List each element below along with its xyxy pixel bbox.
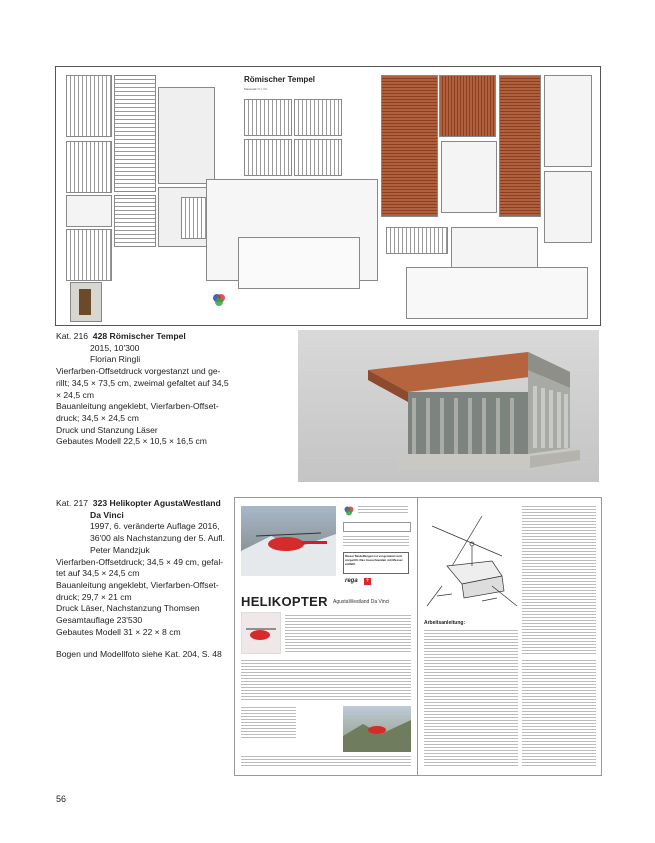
helicopter-thumbnail bbox=[241, 612, 281, 654]
entry-line: Bauanleitung angeklebt, Vierfarben-Offset- bbox=[56, 401, 219, 412]
instruction-steps-continued bbox=[522, 660, 596, 768]
kat-number: Kat. 216 bbox=[56, 331, 89, 341]
small-parts bbox=[451, 227, 538, 269]
publisher-logo bbox=[343, 504, 355, 516]
publisher-text bbox=[358, 505, 408, 515]
base-part bbox=[66, 195, 112, 227]
entry-line: druck; 29,7 × 21 cm bbox=[56, 591, 132, 602]
columns-part bbox=[114, 75, 156, 192]
publisher-logo bbox=[211, 292, 227, 308]
instruction-steps bbox=[522, 506, 596, 656]
entry-date: 36'00 als Nachstanzung der 5. Aufl. bbox=[90, 533, 225, 544]
sheet-subtitle: Massstab N = On bbox=[244, 87, 268, 91]
history-text bbox=[241, 658, 411, 702]
entry-line: Vierfarben-Offsetdruck vorgestanzt und ge- bbox=[56, 366, 221, 377]
column-strip-part bbox=[66, 229, 112, 281]
entry-line: Gesamtauflage 23'530 bbox=[56, 615, 143, 626]
model-number-box bbox=[343, 522, 411, 532]
column-strip-part bbox=[66, 141, 112, 193]
capitals-part bbox=[406, 267, 588, 319]
entry-date: 1997, 6. veränderte Auflage 2016, bbox=[90, 521, 220, 532]
helicopter-instruction-page-1 bbox=[234, 497, 419, 776]
entry-date: 2015, 10'300 bbox=[90, 342, 140, 353]
sheet-subheading: AgustaWestland Da Vinci bbox=[333, 599, 390, 605]
cornice-part bbox=[544, 171, 592, 243]
cornice-part bbox=[441, 141, 497, 213]
assembly-diagram bbox=[422, 506, 522, 614]
entry-line: × 24,5 cm bbox=[56, 389, 94, 400]
footer-text bbox=[241, 756, 411, 768]
helicopter-landscape-photo bbox=[343, 706, 411, 752]
entry-title-continued: Da Vinci bbox=[90, 509, 124, 520]
temple-model-sheet bbox=[55, 66, 601, 326]
steps-part bbox=[386, 227, 448, 254]
entry-line: rillt; 34,5 × 73,5 cm, zweimal gefaltet auf 34,5 bbox=[56, 377, 229, 388]
helicopter-instruction-page-2 bbox=[417, 497, 602, 776]
roof-tile-part bbox=[381, 75, 438, 217]
entry-author: Florian Ringli bbox=[90, 354, 141, 365]
entry-line: Druck Läser, Nachstanzung Thomsen bbox=[56, 603, 200, 614]
column-strip-part bbox=[244, 99, 292, 136]
helicopter-photo bbox=[241, 506, 336, 576]
roof-tile-part bbox=[499, 75, 541, 217]
entry-line: Gebautes Modell 22,5 × 10,5 × 16,5 cm bbox=[56, 436, 207, 447]
column-strip-part bbox=[66, 75, 112, 137]
sheet-title: Römischer Tempel bbox=[244, 75, 315, 84]
column-strip-part bbox=[244, 139, 292, 176]
entry-title: 323 Helikopter AgustaWestland bbox=[92, 498, 221, 508]
column-strip-part bbox=[294, 139, 342, 176]
rega-cross-icon: + bbox=[365, 578, 370, 584]
specs-table bbox=[241, 706, 296, 740]
entry-line: druck; 34,5 × 24,5 cm bbox=[56, 412, 139, 423]
sheet-heading: HELIKOPTER bbox=[241, 594, 328, 609]
kat-number: Kat. 217 bbox=[56, 498, 89, 508]
roof-tile-part bbox=[439, 75, 496, 137]
catalog-entry-216 bbox=[56, 331, 286, 448]
columns-part bbox=[114, 195, 156, 247]
cornice-part bbox=[544, 75, 592, 167]
door-opening bbox=[79, 289, 91, 315]
instructions-text bbox=[424, 630, 518, 768]
instructions-title: Arbeitsanleitung: bbox=[424, 620, 466, 626]
column-strip-part bbox=[294, 99, 342, 136]
entry-line: tet auf 34,5 × 24,5 cm bbox=[56, 568, 140, 579]
pediment-part bbox=[158, 87, 215, 184]
entry-note: Bogen und Modellfoto siehe Kat. 204, S. 48 bbox=[56, 649, 222, 660]
description-text bbox=[285, 614, 411, 654]
die-cut-note-box: Dieser Modellbogen ist vorgestanzt und vorgerillt. Das Ausschneiden mit Messer entfällt. bbox=[343, 552, 409, 574]
entry-line: Druck und Stanzung Läser bbox=[56, 424, 158, 435]
cella-part bbox=[238, 237, 360, 289]
temple-model-photo bbox=[298, 330, 599, 482]
page-number: 56 bbox=[56, 794, 67, 804]
entry-title: 428 Römischer Tempel bbox=[92, 331, 186, 341]
entry-line: Vierfarben-Offsetdruck; 34,5 × 49 cm, gefal- bbox=[56, 556, 224, 567]
entry-line: Gebautes Modell 31 × 22 × 8 cm bbox=[56, 626, 181, 637]
entry-line: Bauanleitung angeklebt, Vierfarben-Offset- bbox=[56, 579, 219, 590]
edition-text bbox=[343, 534, 409, 548]
rega-logo: rega bbox=[345, 578, 358, 584]
entry-author: Peter Mandzjuk bbox=[90, 544, 150, 555]
